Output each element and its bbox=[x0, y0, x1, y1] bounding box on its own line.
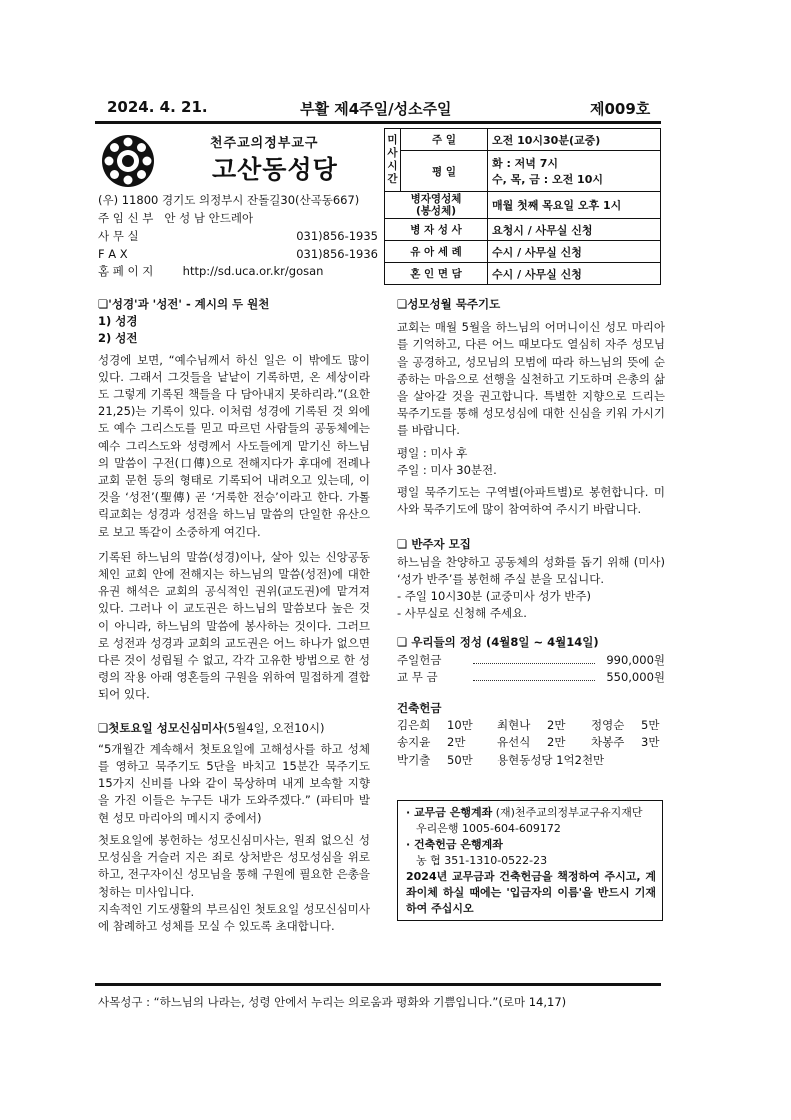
donor-amount: 50만 bbox=[447, 752, 473, 767]
pastoral-motto: 사목성구 : “하느님의 나라는, 성령 안에서 누리는 의로움과 평화와 기쁨입니다.”(로마 14,17) bbox=[98, 995, 567, 1009]
first-saturday-title: ❏첫토요일 성모신심미사 bbox=[98, 720, 224, 735]
building-account-title: · 건축헌금 은행계좌 bbox=[406, 838, 503, 851]
donor-name: 최현나 bbox=[497, 718, 531, 733]
donor-name: 용현동성당 1억2천만 bbox=[497, 752, 605, 767]
donor-row bbox=[397, 734, 665, 751]
liturgical-title: 부활 제4주일/성소주일 bbox=[300, 100, 452, 118]
left-column bbox=[98, 296, 370, 935]
scripture-item-1: 1) 성경 bbox=[98, 314, 138, 329]
bank-notice: 2024년 교무금과 건축헌금을 책정하여 주시고, 계좌이체 하실 때에는 '입금자의 이름'을 반드시 기재하여 주십시오 bbox=[406, 870, 656, 915]
accompanist-line-2: - 사무실로 신청해 주세요. bbox=[397, 606, 527, 621]
parish-logo-icon bbox=[101, 134, 155, 188]
dot-leader bbox=[473, 663, 595, 664]
pastor-name: 안 성 남 안드레아 bbox=[164, 211, 254, 225]
fax-row bbox=[98, 246, 378, 264]
donor-list bbox=[397, 717, 665, 769]
sunday-label: 주 일 bbox=[401, 129, 488, 151]
office-label: 사 무 실 bbox=[98, 229, 139, 243]
section-title-offerings: ❏ 우리들의 정성 (4월8일 ~ 4월14일) bbox=[397, 635, 599, 650]
tithe-account-title-row bbox=[406, 805, 656, 821]
tithe-account-number: 우리은행 1005-604-609172 bbox=[416, 822, 561, 835]
accompanist-line-1: - 주일 10시30분 (교중미사 성가 반주) bbox=[397, 589, 591, 604]
section-title-rosary: ❏성모성월 묵주기도 bbox=[397, 297, 501, 311]
sunday-offering-label: 주일헌금 bbox=[397, 652, 442, 667]
bank-account-box bbox=[397, 800, 663, 921]
donor-row bbox=[397, 752, 665, 769]
weekday-value-1: 화 : 저녁 7시 bbox=[492, 157, 559, 170]
accompanist-paragraph: 하느님을 찬양하고 공동체의 성화를 돕기 위해 (미사) ‘성가 반주’를 봉헌해 주실 분을 모십니다. bbox=[397, 554, 665, 586]
donor-name: 박기출 bbox=[397, 752, 431, 767]
office-phone: 031)856-1935 bbox=[296, 229, 378, 243]
donor-amount: 10만 bbox=[447, 718, 473, 733]
rosary-sunday: 주일 : 미사 30분전. bbox=[397, 462, 497, 477]
tithe-label: 교 무 금 bbox=[397, 669, 438, 684]
office-row bbox=[98, 228, 378, 246]
anointing-value: 요청시 / 사무실 신청 bbox=[488, 219, 661, 241]
diocese-name: 천주교의정부교구 bbox=[210, 136, 319, 151]
fax-label: F A X bbox=[98, 247, 128, 261]
homepage-link[interactable]: http://sd.uca.or.kr/gosan bbox=[182, 264, 324, 278]
section-title-first-saturday bbox=[98, 720, 370, 737]
building-account-number: 농 협 351-1310-0522-23 bbox=[416, 854, 548, 867]
dot-leader bbox=[473, 680, 595, 681]
infant-baptism-label: 유 아 세 례 bbox=[385, 241, 488, 263]
infant-baptism-value: 수시 / 사무실 신청 bbox=[488, 241, 661, 263]
weekday-value bbox=[488, 151, 661, 192]
pastor-label: 주 임 신 부 bbox=[98, 211, 154, 225]
scripture-item-2: 2) 성전 bbox=[98, 331, 138, 346]
weekday-value-2: 수, 목, 금 : 오전 10시 bbox=[492, 173, 603, 186]
first-saturday-quote: “5개월간 계속해서 첫토요일에 고해성사를 하고 성체를 영하고 묵주기도 5단을 바치고 15분간 묵주기도 15가지 신비를 나와 같이 묵상하며 내게 보속할 지향을 가진 이들은 누구든 내가 도와주겠다.” (파티마 발현 성모 마리아의 메시지 중에서) bbox=[98, 741, 370, 825]
first-saturday-paragraph-1: 첫토요일에 봉헌하는 성모신심미사는, 원죄 없으신 성모성심을 거슬러 지은 죄로 상처받은 성모성심을 위로하고, 전구자이신 성모님을 통해 구원에 필요한 은총을 청하는 미사입니다. bbox=[98, 832, 370, 899]
marriage-label: 혼 인 면 담 bbox=[385, 263, 488, 285]
tithe-row bbox=[397, 669, 665, 686]
tithe-account-title: · 교무금 은행계좌 bbox=[406, 806, 493, 819]
sunday-offering-amount: 990,000원 bbox=[606, 652, 665, 667]
anointing-label: 병 자 성 사 bbox=[385, 219, 488, 241]
donor-name: 차봉주 bbox=[591, 735, 625, 750]
homepage-label: 홈 페 이 지 bbox=[98, 264, 154, 278]
first-saturday-date: (5월4일, 오전10시) bbox=[223, 720, 325, 735]
right-column bbox=[397, 296, 665, 769]
section-title-scripture: ❏'성경'과 '성전' - 계시의 두 원천 bbox=[98, 297, 270, 311]
sick-communion-value: 매월 첫째 목요일 오후 1시 bbox=[488, 192, 661, 219]
sick-communion-label: 병자영성체 (봉성체) bbox=[385, 192, 488, 219]
donor-name: 정영순 bbox=[591, 718, 625, 733]
section-title-building-fund: 건축헌금 bbox=[397, 701, 442, 716]
pastor-row bbox=[98, 210, 378, 228]
parish-name: 고산동성당 bbox=[212, 155, 338, 184]
marriage-value: 수시 / 사무실 신청 bbox=[488, 263, 661, 285]
issue-number: 제009호 bbox=[590, 100, 651, 118]
mass-time-label: 미사시간 bbox=[385, 129, 401, 192]
homepage-row bbox=[98, 263, 378, 281]
first-saturday-paragraph-2: 지속적인 기도생활의 부르심인 첫토요일 성모신심미사에 참례하고 성체를 모실 수 있도록 초대합니다. bbox=[98, 901, 370, 933]
donor-amount: 5만 bbox=[641, 718, 660, 733]
schedule-table bbox=[384, 128, 661, 285]
top-rule bbox=[95, 121, 661, 124]
donor-amount: 3만 bbox=[641, 735, 660, 750]
rosary-weekday: 평일 : 미사 후 bbox=[397, 445, 468, 460]
fax-phone: 031)856-1936 bbox=[296, 247, 378, 261]
donor-name: 송지윤 bbox=[397, 735, 431, 750]
rosary-paragraph-2: 평일 묵주기도는 구역별(아파트별)로 봉헌합니다. 미사와 묵주기도에 많이 참여하여 주시기 바랍니다. bbox=[397, 485, 665, 517]
sunday-value: 오전 10시30분(교중) bbox=[488, 129, 661, 151]
donor-name: 유선식 bbox=[497, 735, 531, 750]
address: (우) 11800 경기도 의정부시 잔돌길30(산곡동667) bbox=[98, 193, 360, 207]
tithe-amount: 550,000원 bbox=[606, 669, 665, 684]
weekday-label: 평 일 bbox=[401, 151, 488, 192]
sunday-offering-row bbox=[397, 652, 665, 669]
donor-name: 김은희 bbox=[397, 718, 431, 733]
bulletin-date: 2024. 4. 21. bbox=[107, 98, 208, 116]
scripture-paragraph-2: 기록된 하느님의 말씀(성경)이나, 살아 있는 신앙공동체인 교회 안에 전해지는 하느님의 말씀(성전)에 대한 유권 해석은 교회의 공식적인 권위(교도권)에 맡겨져 있다. 그러나 이 교도권은 하느님의 말씀보다 높은 것이 아니라, 하느님의 말씀에 봉사하는 것이다. 그러므로 성전과 성경과 교회의 교도권은 어느 하나가 없으면 다른 것이 성립될 수 없고, 각각 고유한 방법으로 한 성령의 작용 아래 영혼들의 구원을 위하여 밀접하게 결합되어 있다. bbox=[98, 549, 370, 702]
donor-amount: 2만 bbox=[547, 718, 566, 733]
rosary-paragraph-1: 교회는 매월 5월을 하느님의 어머니이신 성모 마리아를 기억하고, 다른 어느 때보다도 열심히 자주 성모님을 공경하고, 성모님의 모범에 따라 하느님의 뜻에 순종하는 마음으로 선행을 실천하고 기도하며 은총의 삶을 살아갈 것을 권고합니다. 특별한 지향으로 드리는 묵주기도를 통해 성모성심에 대한 신심을 키워 가시기를 바랍니다. bbox=[397, 320, 665, 438]
donor-amount: 2만 bbox=[447, 735, 466, 750]
section-title-accompanist: ❏ 반주자 모집 bbox=[397, 537, 471, 552]
donor-row bbox=[397, 717, 665, 734]
donor-amount: 2만 bbox=[547, 735, 566, 750]
tithe-account-holder: (재)천주교의정부교구유지재단 bbox=[495, 806, 643, 819]
bottom-rule bbox=[95, 983, 661, 986]
scripture-paragraph-1: 성경에 보면, “예수님께서 하신 일은 이 밖에도 많이 있다. 그래서 그것들을 낱낱이 기록하면, 온 세상이라도 그렇게 기록된 책들을 다 담아내지 못하리라.”(요한 21,25)는 기록이 있다. 이처럼 성경에 기록된 것 외에도 예수 그리스도를 믿고 따르던 사람들의 공동체에는 예수 그리스도와 성령께서 사도들에게 맡기신 하느님의 말씀이 구전(口傳)으로 전해지다가 후대에 전례나 교회 문헌 등의 형태로 기록되어 내려오고 있는데, 이것을 ‘성전’(聖傳) 곧 ‘거룩한 전승’이라고 한다. 가톨릭교회는 성경과 성전을 하느님 말씀의 단일한 유산으로 보고 똑같이 소중하게 여긴다. bbox=[98, 352, 370, 539]
